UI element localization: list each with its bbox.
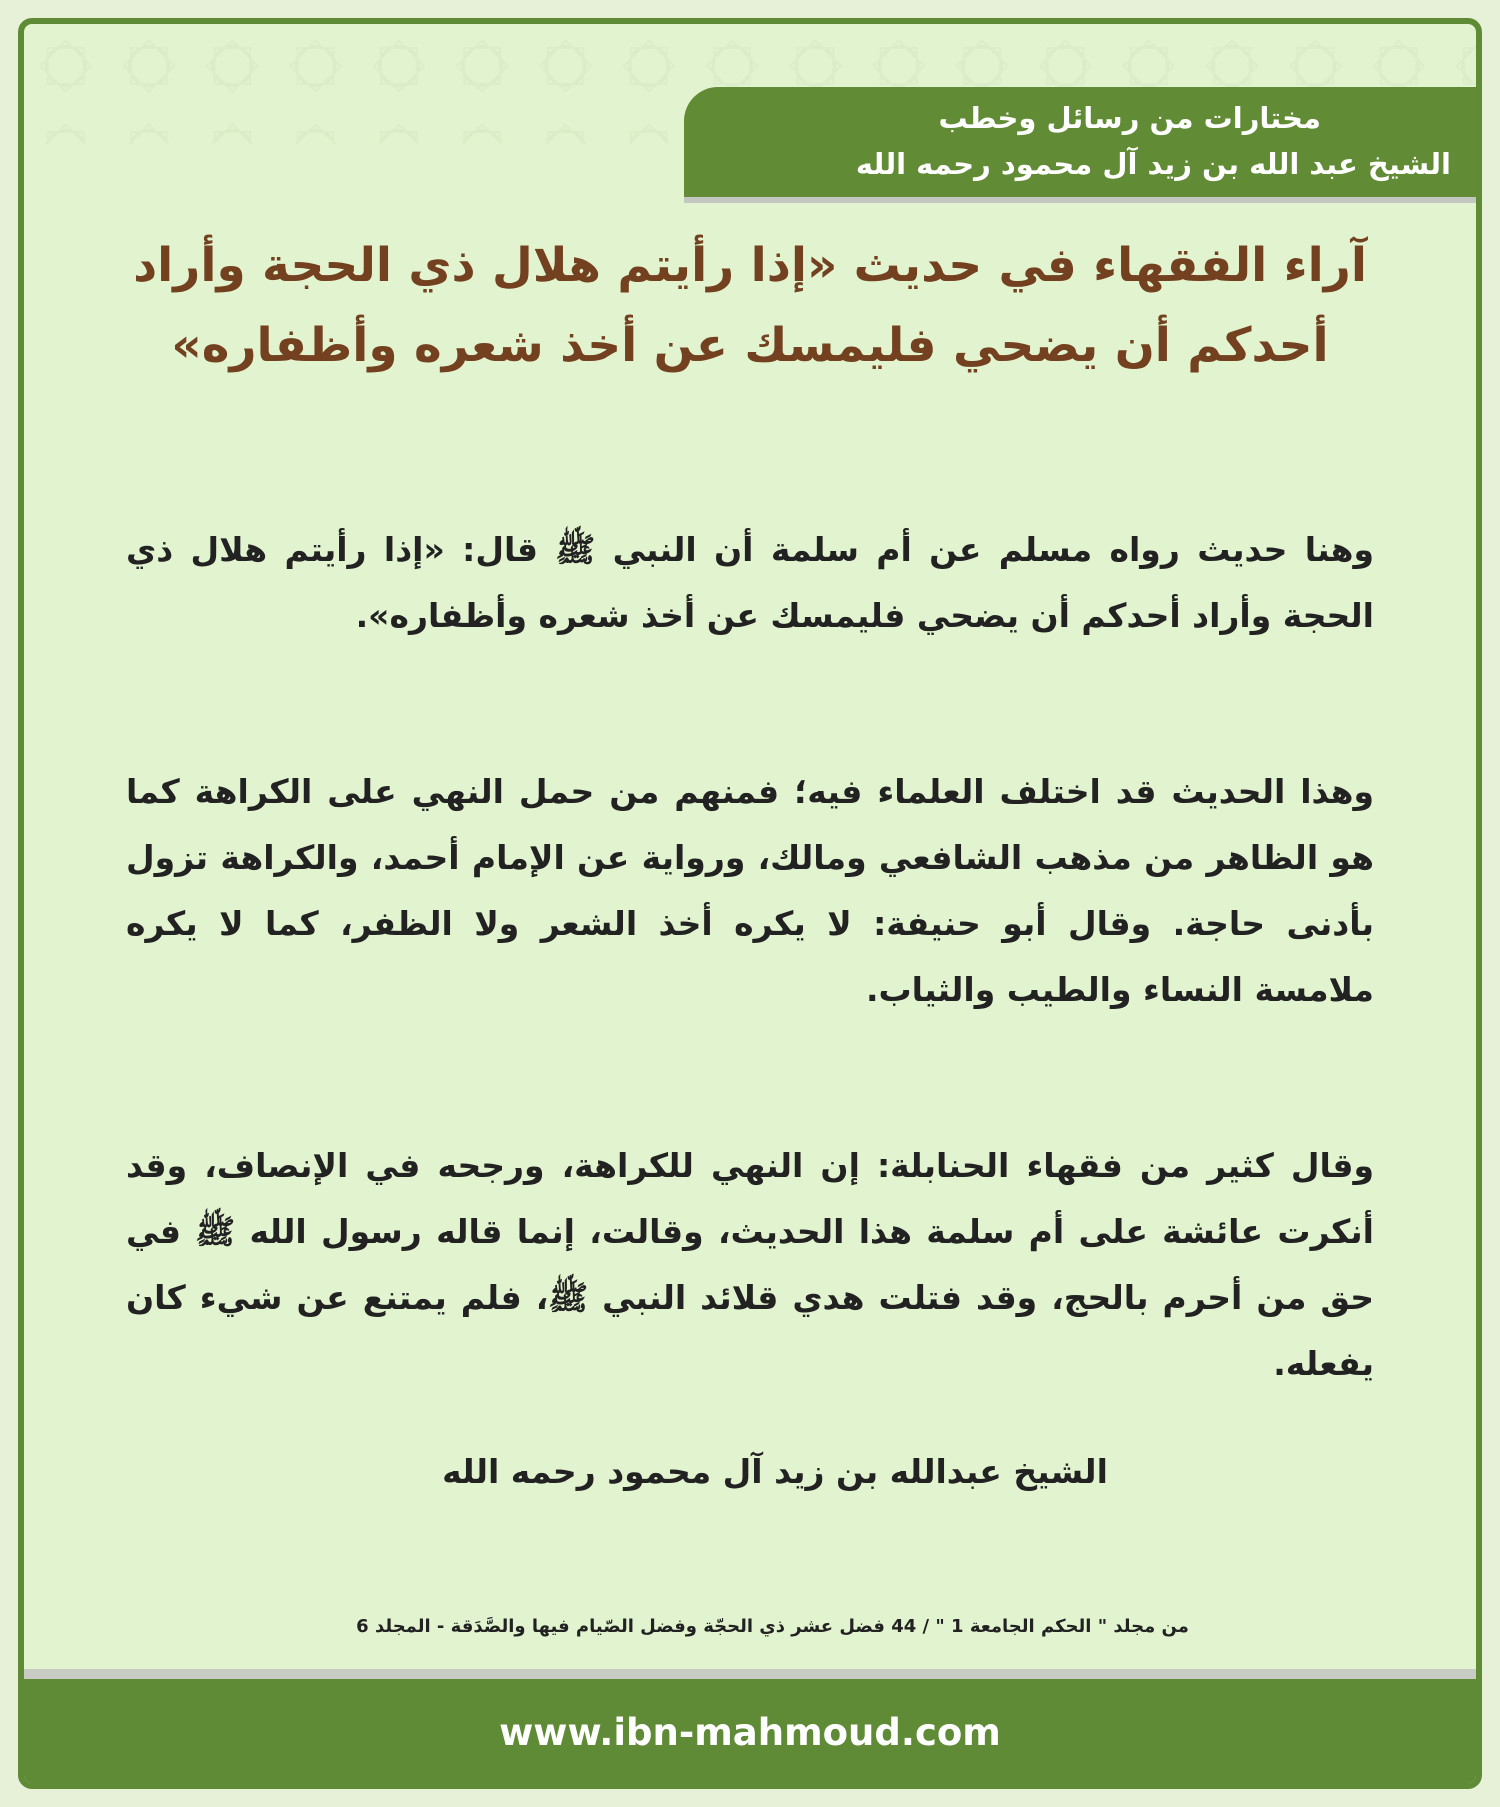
series-header-band <box>684 87 1476 197</box>
paragraph-3: وقال كثير من فقهاء الحنابلة: إن النهي للكراهة، ورجحه في الإنصاف، وقد أنكرت عائشة على أم سلمة هذا الحديث، وقالت، إنما قاله رسول الله ﷺ في حق من أحرم بالحج، وقد فتلت هدي قلائد النبي ﷺ، فلم يمتنع عن شيء كان يفعله. <box>126 1146 1374 1383</box>
footer-band <box>24 1669 1476 1789</box>
website-link[interactable]: www.ibn-mahmoud.com <box>499 1711 1001 1754</box>
article-title: آراء الفقهاء في حديث «إذا رأيتم هلال ذي الحجة وأراد أحدكم أن يضحي فليمسك عن أخذ شعره وأظفاره» <box>133 238 1367 373</box>
series-title: مختارات من رسائل وخطب <box>938 101 1321 135</box>
author-signature: الشيخ عبدالله بن زيد آل محمود رحمه الله <box>442 1452 1108 1491</box>
paragraph-1: وهنا حديث رواه مسلم عن أم سلمة أن النبي ﷺ قال: «إذا رأيتم هلال ذي الحجة وأراد أحدكم أن يضحي فليمسك عن أخذ شعره وأظفاره». <box>126 530 1374 635</box>
article-body <box>126 517 1374 1397</box>
source-citation: من مجلد " الحكم الجامعة 1 " / 44 فضل عشر ذي الحجّة وفضل الصّيام فيها والصَّدَقة - المجلد 6 <box>356 1616 1189 1637</box>
paragraph-2: وهذا الحديث قد اختلف العلماء فيه؛ فمنهم من حمل النهي على الكراهة كما هو الظاهر من مذهب الشافعي ومالك، ورواية عن الإمام أحمد، والكراهة تزول بأدنى حاجة. وقال أبو حنيفة: لا يكره أخذ الشعر ولا الظفر، كما لا يكره ملامسة النساء والطيب والثياب. <box>126 772 1374 1009</box>
content-frame <box>18 18 1482 1789</box>
author-heading: الشيخ عبد الله بن زيد آل محمود رحمه الله <box>855 147 1451 181</box>
